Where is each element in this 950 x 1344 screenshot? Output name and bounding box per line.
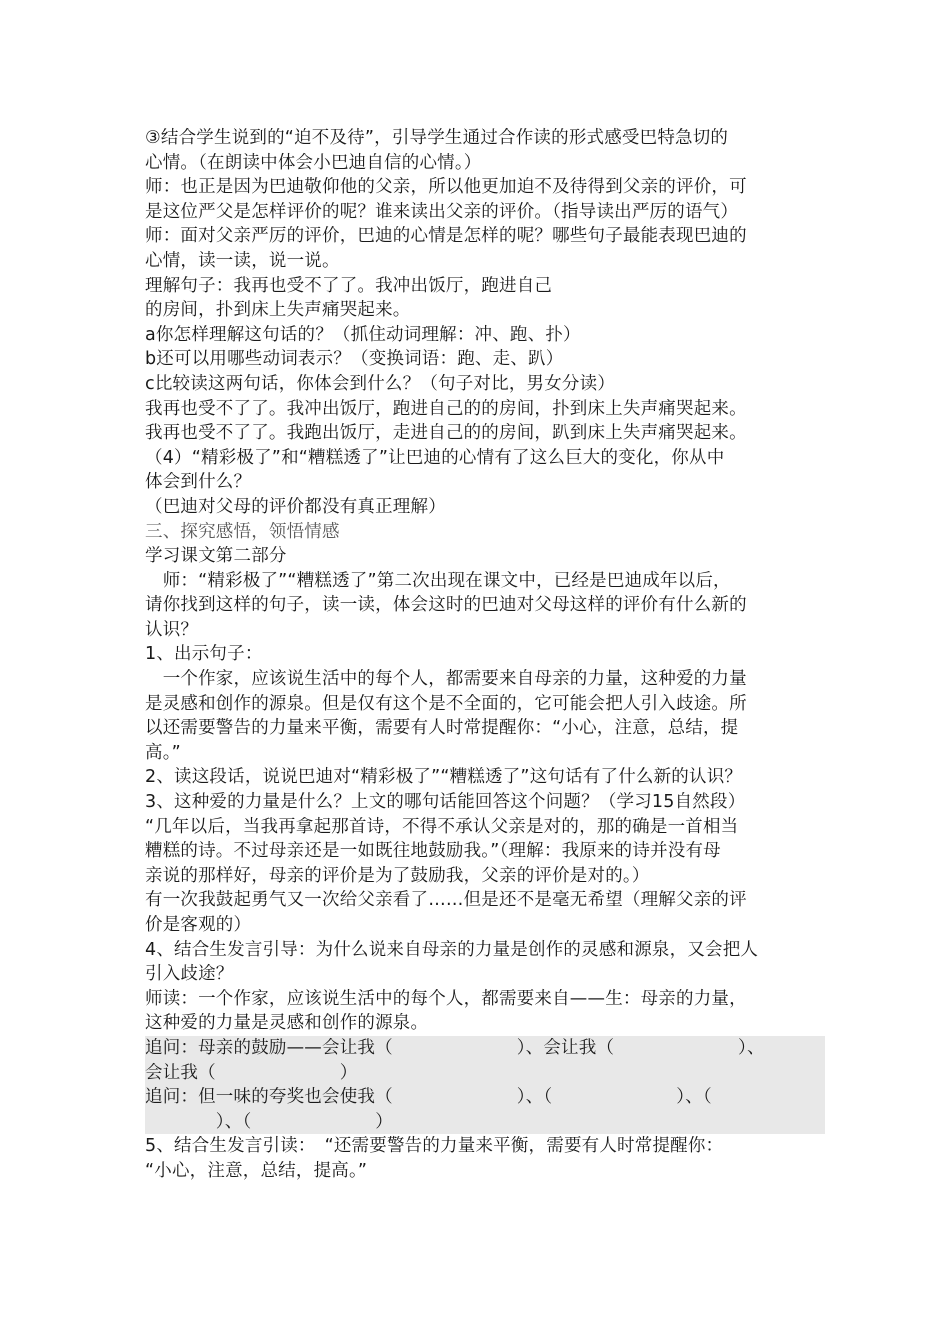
section-subheading: 学习课文第二部分: [145, 546, 287, 567]
text-line: 3、这种爱的力量是什么？上文的哪句话能回答这个问题？（学习15自然段）: [145, 792, 746, 813]
text-line: 2、读这段话，说说巴迪对“精彩极了”“糟糕透了”这句话有了什么新的认识？: [145, 767, 743, 788]
text-line: （巴迪对父母的评价都没有真正理解）: [145, 496, 446, 517]
document-body: [145, 126, 825, 1184]
text-line: 的房间，扑到床上失声痛哭起来。: [145, 300, 411, 321]
text-line: 师：面对父亲严厉的评价，巴迪的心情是怎样的呢？哪些句子最能表现巴迪的: [145, 226, 747, 247]
text-line: 亲说的那样好，母亲的评价是为了鼓励我，父亲的评价是对的。）: [145, 865, 650, 886]
fill-in-line: 会让我（ ）: [145, 1061, 825, 1086]
text-line: 4、结合生发言引导：为什么说来自母亲的力量是创作的灵感和源泉，又会把人: [145, 939, 759, 960]
text-line: 请你找到这样的句子，读一读，体会这时的巴迪对父母这样的评价有什么新的: [145, 595, 747, 616]
text-line: 糟糕的诗。不过母亲还是一如既往地鼓励我。”（理解：我原来的诗并没有母: [145, 841, 721, 862]
text-line: 心情，读一读，说一说。: [145, 250, 340, 271]
text-line: 高。”: [145, 742, 181, 763]
fill-in-line: 追问：母亲的鼓励——会让我（ ）、会让我（ ）、: [145, 1036, 825, 1061]
fill-in-line: 追问：但一味的夸奖也会使我（ ）、（ ）、（: [145, 1085, 825, 1110]
text-line: 我再也受不了了。我跑出饭厅，走进自己的的房间，趴到床上失声痛哭起来。: [145, 423, 747, 444]
text-line: 5、结合生发言引读： “还需要警告的力量来平衡，需要有人时常提醒你：: [145, 1136, 724, 1157]
text-line: 一个作家，应该说生活中的每个人，都需要来自母亲的力量，这种爱的力量: [145, 669, 747, 690]
text-line: 师：也正是因为巴迪敬仰他的父亲，所以他更加迫不及待得到父亲的评价，可: [145, 177, 747, 198]
fill-in-line: ）、（ ）: [145, 1110, 825, 1135]
text-line: 价是客观的）: [145, 915, 252, 935]
text-line: （4）“精彩极了”和“糟糕透了”让巴迪的心情有了这么巨大的变化，你从中: [145, 447, 725, 468]
text-line: 认识？: [145, 619, 199, 640]
text-line: 1、出示句子：: [145, 644, 263, 665]
text-line: 引入歧途？: [145, 964, 234, 985]
text-line: 以还需要警告的力量来平衡，需要有人时常提醒你：“小心，注意，总结，提: [145, 718, 739, 739]
text-line: 理解句子：我再也受不了了。我冲出饭厅，跑进自己: [145, 275, 553, 296]
text-line: 这种爱的力量是灵感和创作的源泉。: [145, 1013, 429, 1034]
text-line: a你怎样理解这句话的？（抓住动词理解：冲、跑、扑）: [145, 324, 581, 345]
text-line: 师：“精彩极了”“糟糕透了”第二次出现在课文中，已经是巴迪成年以后，: [145, 570, 731, 591]
text-line: c比较读这两句话，你体会到什么？（句子对比，男女分读）: [145, 373, 616, 394]
text-line: “小心，注意，总结，提高。”: [145, 1160, 368, 1181]
text-line: 我再也受不了了。我冲出饭厅，跑进自己的的房间，扑到床上失声痛哭起来。: [145, 398, 747, 419]
section-heading: 三、探究感悟，领悟情感: [145, 521, 340, 542]
text-line: ③结合学生说到的“迫不及待”，引导学生通过合作读的形式感受巴特急切的: [145, 128, 729, 148]
text-line: “几年以后，当我再拿起那首诗，不得不承认父亲是对的，那的确是一首相当: [145, 816, 739, 837]
text-line: 是这位严父是怎样评价的呢？谁来读出父亲的评价。（指导读出严厉的语气）: [145, 201, 739, 222]
text-line: 有一次我鼓起勇气又一次给父亲看了……但是还不是毫无希望（理解父亲的评: [145, 890, 747, 911]
text-line: b还可以用哪些动词表示？（变换词语：跑、走、趴）: [145, 349, 564, 370]
text-line: 体会到什么？: [145, 472, 252, 493]
text-line: 是灵感和创作的源泉。但是仅有这个是不全面的，它可能会把人引入歧途。所: [145, 693, 747, 714]
text-line: 师读：一个作家，应该说生活中的每个人，都需要来自——生：母亲的力量，: [145, 988, 747, 1009]
text-line: 心情。（在朗读中体会小巴迪自信的心情。）: [145, 152, 482, 173]
